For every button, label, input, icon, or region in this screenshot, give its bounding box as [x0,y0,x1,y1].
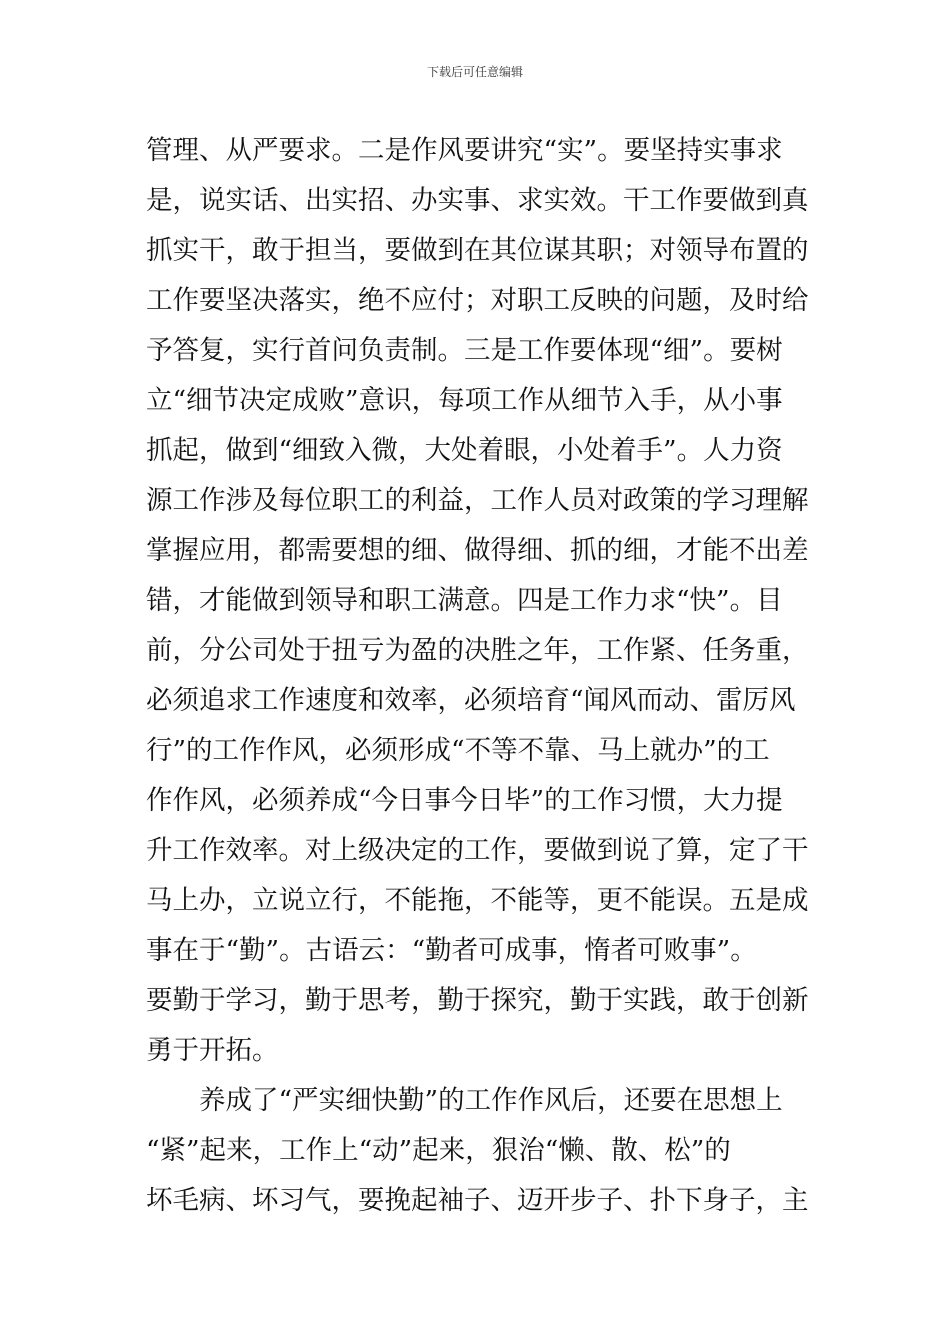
page-header: 下载后可任意编辑 [426,65,523,79]
text-line: 必须追求工作速度和效率，必须培育“闻风而动、雷厉风 [146,685,796,716]
text-line: 行”的工作作风，必须形成“不等不靠、马上就办”的工 [146,735,770,766]
text-line: 事在于“勤”。古语云：“勤者可成事，惰者可败事”。 [146,935,757,966]
text-line: 养成了“严实细快勤”的工作作风后，还要在思想上 [199,1085,783,1116]
text-line: 立“细节决定成败”意识，每项工作从细节入手，从小事 [146,385,783,416]
text-line: 错，才能做到领导和职工满意。四是工作力求“快”。目 [146,585,783,616]
text-line: “紧”起来，工作上“动”起来，狠治“懒、散、松”的 [146,1135,731,1166]
text-line: 掌握应用，都需要想的细、做得细、抓的细，才能不出差 [146,535,809,566]
text-line: 抓起，做到“细致入微，大处着眼，小处着手”。人力资 [146,435,783,466]
text-line: 前，分公司处于扭亏为盈的决胜之年，工作紧、任务重， [146,635,809,666]
text-line: 工作要坚决落实，绝不应付；对职工反映的问题，及时给 [146,285,809,316]
text-line: 源工作涉及每位职工的利益，工作人员对政策的学习理解 [146,485,809,516]
document-body [146,126,810,1226]
text-line: 要勤于学习，勤于思考，勤于探究，勤于实践，敢于创新 [146,985,809,1016]
text-line: 升工作效率。对上级决定的工作，要做到说了算，定了干 [146,835,809,866]
text-line: 是，说实话、出实招、办实事、求实效。干工作要做到真 [146,185,809,216]
text-line: 坏毛病、坏习气，要挽起袖子、迈开步子、扑下身子，主 [146,1185,809,1216]
text-line: 勇于开拓。 [146,1035,279,1066]
text-line: 抓实干，敢于担当，要做到在其位谋其职；对领导布置的 [146,235,809,266]
text-line: 管理、从严要求。二是作风要讲究“实”。要坚持实事求 [146,135,783,166]
text-line: 予答复，实行首问负责制。三是工作要体现“细”。要树 [146,335,783,366]
text-line: 作作风，必须养成“今日事今日毕”的工作习惯，大力提 [146,785,783,816]
text-line: 马上办，立说立行，不能拖，不能等，更不能误。五是成 [146,885,809,916]
